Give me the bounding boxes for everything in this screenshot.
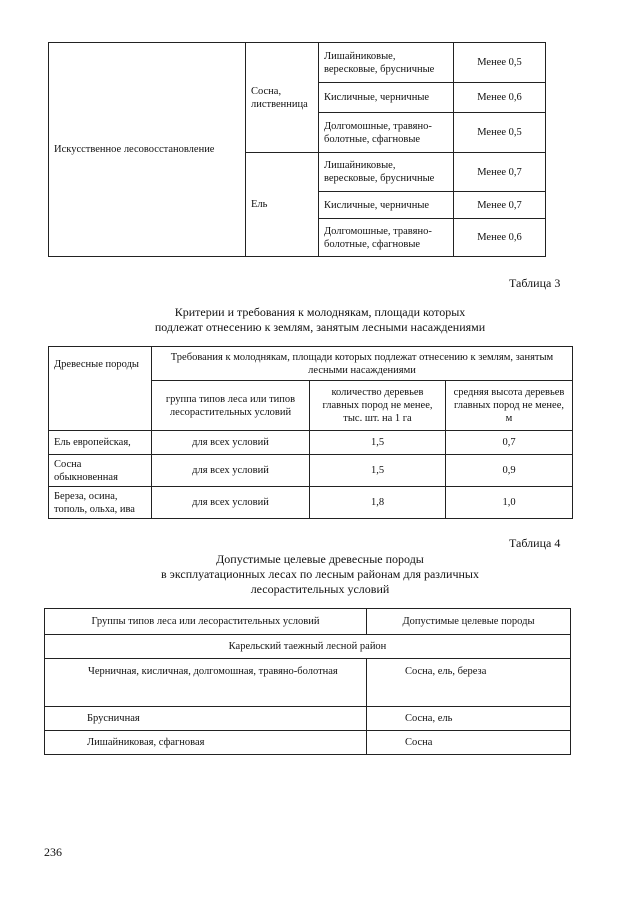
row-group-text: Черничная, кисличная, долгомошная, травяно-болотная [88,666,338,677]
value-cell: Менее 0,5 [454,43,546,83]
row-count: 1,8 [310,487,446,519]
row-height: 1,0 [446,487,573,519]
target-species-table [44,608,571,755]
value-cell: Менее 0,6 [454,83,546,113]
row-group: для всех условий [152,487,310,519]
header-requirements: Требования к молоднякам, площади которых подлежат отнесению к землям, занятым лесными насаждениями [152,347,573,381]
page-number: 236 [44,845,62,859]
value-cell: Менее 0,6 [454,219,546,257]
forest-type-cell: Долгомошные, травяно-болотные, сфагновые [319,113,454,153]
table4-label: Таблица 4 [509,536,561,550]
forest-type-cell: Лишайниковые, вересковые, брусничные [319,43,454,83]
reforestation-table [48,42,546,257]
subheader-height: средняя высота деревьев главных пород не менее, м [446,381,573,431]
forest-type-cell: Лишайниковые, вересковые, брусничные [319,153,454,192]
row-group: для всех условий [152,431,310,455]
species-cell: Ель [246,153,319,257]
row-group: Брусничная [45,707,367,731]
row-species: Сосна, ель, береза [367,659,571,707]
table4-title-line3: лесорастительных условий [250,582,390,596]
row-species: Сосна, ель [367,707,571,731]
row-group: Лишайниковая, сфагновая [45,731,367,755]
region-row: Карельский таежный лесной район [45,635,571,659]
row-species: Ель европейская, [49,431,152,455]
row-height: 0,7 [446,431,573,455]
row-species: Сосна обыкновенная [49,455,152,487]
row-count: 1,5 [310,431,446,455]
row-species: Сосна [367,731,571,755]
subheader-count: количество деревьев главных пород не менее, тыс. шт. на 1 га [310,381,446,431]
row-group: для всех условий [152,455,310,487]
header-groups: Группы типов леса или лесорастительных условий [45,609,367,635]
header-species: Древесные породы [49,347,152,431]
table3-label: Таблица 3 [509,276,561,290]
table3-title-line2: подлежат отнесению к землям, занятым лесными насаждениями [154,320,486,334]
value-cell: Менее 0,7 [454,153,546,192]
table4-title-line2: в эксплуатационных лесах по лесным районам для различных [161,567,479,581]
forest-type-cell: Долгомошные, травяно-болотные, сфагновые [319,219,454,257]
group-cell: Искусственное лесовосстановление [49,43,246,257]
saplings-criteria-table [48,346,573,519]
row-count: 1,5 [310,455,446,487]
table4-title-line1: Допустимые целевые древесные породы [216,552,424,566]
forest-type-cell: Кисличные, черничные [319,192,454,219]
table3-title-line1: Критерии и требования к молоднякам, площади которых [174,305,466,319]
value-cell: Менее 0,7 [454,192,546,219]
header-target-species: Допустимые целевые породы [367,609,571,635]
forest-type-cell: Кисличные, черничные [319,83,454,113]
row-species: Береза, осина, тополь, ольха, ива [49,487,152,519]
value-cell: Менее 0,5 [454,113,546,153]
row-height: 0,9 [446,455,573,487]
row-group [45,659,367,707]
species-cell: Сосна, лиственница [246,43,319,153]
subheader-group: группа типов леса или типов лесорастительных условий [152,381,310,431]
